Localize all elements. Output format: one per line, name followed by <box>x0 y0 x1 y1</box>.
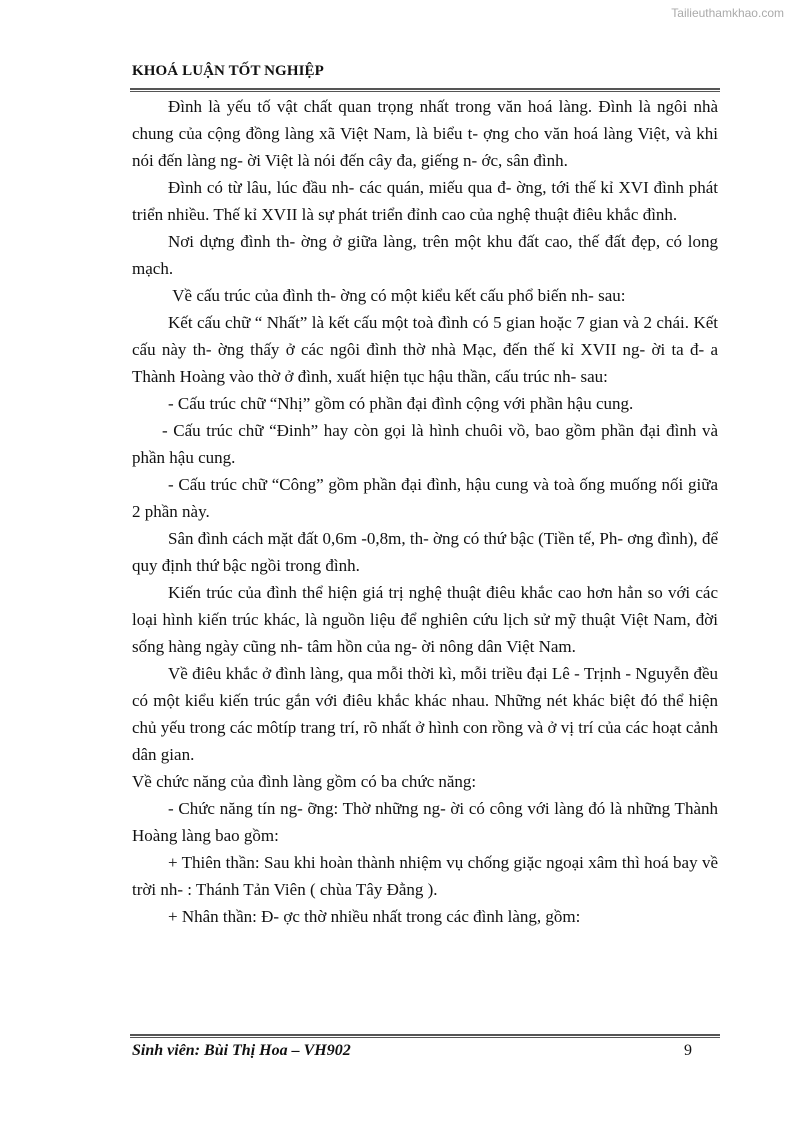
footer-divider <box>130 1034 720 1038</box>
page-header-title: KHOÁ LUẬN TỐT NGHIỆP <box>132 63 324 79</box>
paragraph: Về chức năng của đình làng gồm có ba chức năng: <box>132 772 477 791</box>
list-item: - Cấu trúc chữ “Đinh” hay còn gọi là hình chuôi vồ, bao gồm phần đại đình và phần hậu cung. <box>132 421 718 467</box>
footer-student: Sinh viên: Bùi Thị Hoa – VH902 <box>132 1042 351 1059</box>
list-item: - Cấu trúc chữ “Nhị” gồm có phần đại đình cộng với phần hậu cung. <box>168 394 634 413</box>
list-item: - Cấu trúc chữ “Công” gồm phần đại đình, hậu cung và toà ống muống nối giữa 2 phần này. <box>132 475 718 521</box>
list-item: - Chức năng tín ng- ỡng: Thờ những ng- ời có công với làng đó là những Thành Hoàng làng bao gồm: <box>132 799 718 845</box>
page-number: 9 <box>684 1042 692 1059</box>
list-item: + Thiên thần: Sau khi hoàn thành nhiệm vụ chống giặc ngoại xâm thì hoá bay về trời nh- : Thánh Tản Viên ( chùa Tây Đằng ). <box>132 853 718 899</box>
header-divider <box>130 88 720 92</box>
paragraph: Sân đình cách mặt đất 0,6m -0,8m, th- ờng có thứ bậc (Tiền tế, Ph- ơng đình), để quy định thứ bậc ngồi trong đình. <box>132 529 718 575</box>
paragraph: Về cấu trúc của đình th- ờng có một kiểu kết cấu phổ biến nh- sau: <box>168 286 626 305</box>
paragraph: Đình là yếu tố vật chất quan trọng nhất trong văn hoá làng. Đình là ngôi nhà chung của cộng đồng làng xã Việt Nam, là biểu t- ợng cho văn hoá làng Việt, và khi nói đến làng ng- ời Việt là nói đến cây đa, giếng n- ớc, sân đình. <box>132 97 718 170</box>
paragraph: Đình có từ lâu, lúc đầu nh- các quán, miếu qua đ- ờng, tới thế kỉ XVI đình phát triển nhiều. Thế kỉ XVII là sự phát triển đỉnh cao của nghệ thuật điêu khắc đình. <box>132 178 718 224</box>
paragraph: Nơi dựng đình th- ờng ở giữa làng, trên một khu đất cao, thế đất đẹp, có long mạch. <box>132 232 718 278</box>
paragraph: Kiến trúc của đình thể hiện giá trị nghệ thuật điêu khắc cao hơn hẳn so với các loại hình kiến trúc khác, là nguồn liệu để nghiên cứu lịch sử mỹ thuật Việt Nam, đời sống hàng ngày cũng nh- tâm hồn của ng- ời nông dân Việt Nam. <box>132 583 718 656</box>
document-body <box>132 93 718 930</box>
paragraph: Về điêu khắc ở đình làng, qua mỗi thời kì, mỗi triều đại Lê - Trịnh - Nguyễn đều có một kiểu kiến trúc gắn với điêu khắc khác nhau. Những nét khác biệt đó thể hiện chủ yếu trong các môtíp trang trí, rõ nhất ở hình con rồng và ở vị trí của các hoạt cảnh dân gian. <box>132 664 718 764</box>
watermark: Tailieuthamkhao.com <box>671 6 784 20</box>
list-item: + Nhân thần: Đ- ợc thờ nhiều nhất trong các đình làng, gồm: <box>168 907 581 926</box>
paragraph: Kết cấu chữ “ Nhất” là kết cấu một toà đình có 5 gian hoặc 7 gian và 2 chái. Kết cấu này th- ờng thấy ở các ngôi đình thờ nhà Mạc, đến thế kỉ XVII ng- ời ta đ- a Thành Hoàng vào thờ ở đình, xuất hiện tục hậu thần, cấu trúc nh- sau: <box>132 313 718 386</box>
